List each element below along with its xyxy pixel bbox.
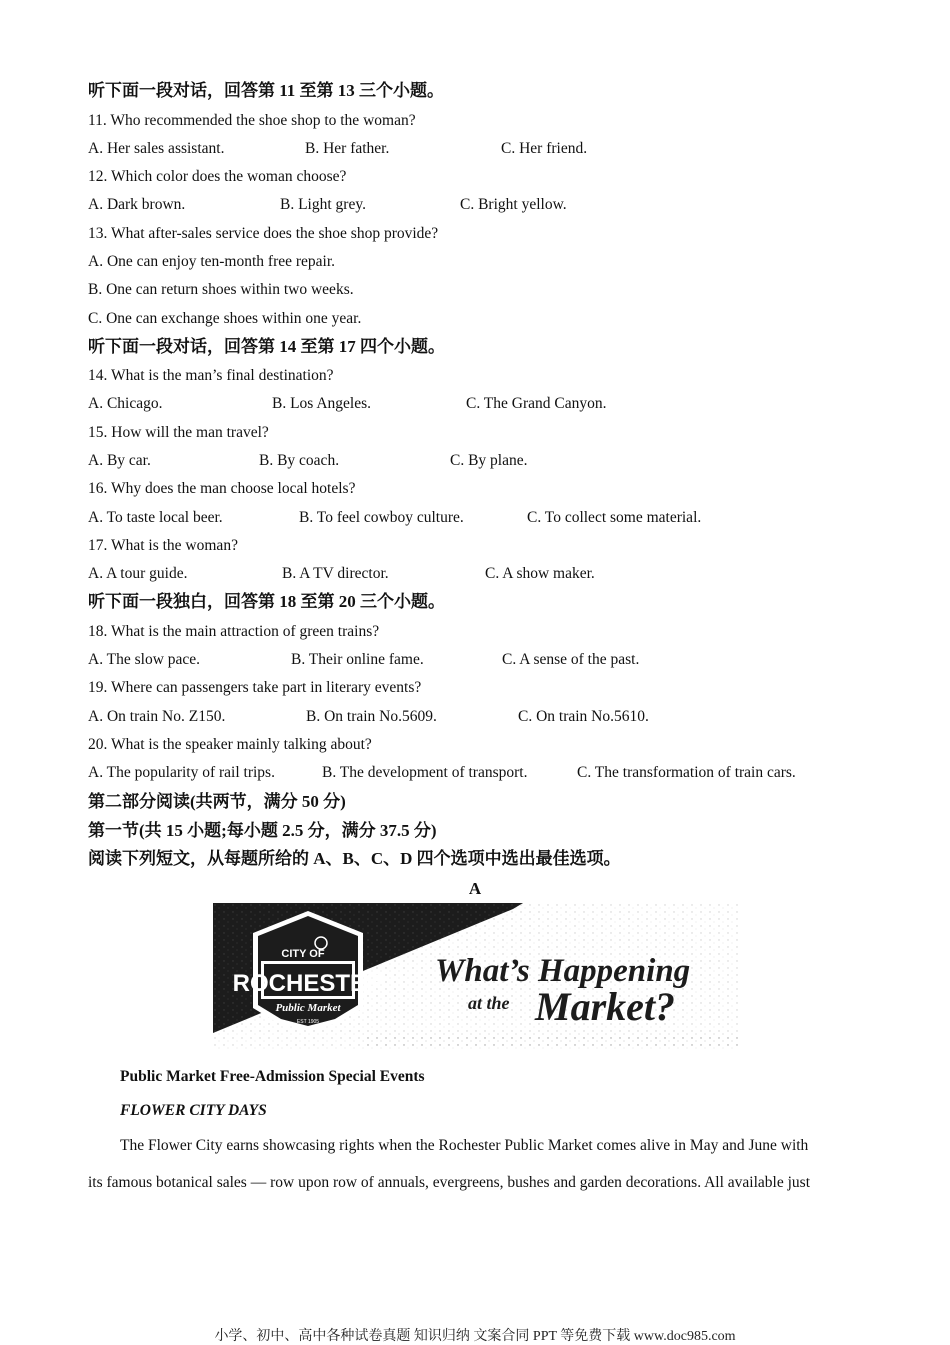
question-20: 20. What is the speaker mainly talking about? (88, 736, 372, 753)
market-banner-image (213, 903, 740, 1049)
option-c: C. Her friend. (501, 140, 588, 157)
option-a: A. Chicago. (88, 395, 163, 412)
section-heading-14-17: 听下面一段对话，回答第 14 至第 17 四个小题。 (88, 337, 445, 356)
question-11: 11. Who recommended the shoe shop to the woman? (88, 112, 416, 129)
question-15: 15. How will the man travel? (88, 424, 269, 441)
option-a: A. The popularity of rail trips. (88, 764, 275, 781)
passage-subtitle: FLOWER CITY DAYS (120, 1102, 267, 1119)
section-one-heading: 第一节(共 15 小题;每小题 2.5 分，满分 37.5 分) (88, 821, 437, 840)
logo-sub-text: Public Market (275, 1002, 341, 1014)
option-c: C. The Grand Canyon. (466, 395, 607, 412)
question-18: 18. What is the main attraction of green trains? (88, 623, 380, 640)
option-a: A. On train No. Z150. (88, 708, 226, 725)
option-13-a: A. One can enjoy ten-month free repair. (88, 253, 336, 270)
question-17: 17. What is the woman? (88, 537, 238, 554)
logo-est-text: EST 1905 (296, 1019, 320, 1025)
passage-label: A (468, 879, 482, 898)
option-c: C. A sense of the past. (502, 651, 640, 668)
option-b: B. Los Angeles. (272, 395, 372, 412)
question-16: 16. Why does the man choose local hotels? (88, 480, 356, 497)
reading-instruction: 阅读下列短文，从每题所给的 A、B、C、D 四个选项中选出最佳选项。 (88, 849, 621, 868)
option-a: A. The slow pace. (88, 651, 201, 668)
option-a: A. Dark brown. (88, 196, 186, 213)
page-footer: 小学、初中、高中各种试卷真题 知识归纳 文案合同 PPT 等免费下载 www.doc985.com (214, 1329, 736, 1344)
option-b: B. To feel cowboy culture. (299, 509, 464, 526)
option-b: B. Their online fame. (291, 651, 424, 668)
option-a: A. A tour guide. (88, 565, 188, 582)
option-13-b: B. One can return shoes within two weeks. (88, 281, 354, 298)
option-c: C. By plane. (450, 452, 528, 469)
option-c: C. The transformation of train cars. (577, 764, 796, 781)
question-14: 14. What is the man’s final destination? (88, 367, 334, 384)
question-13: 13. What after-sales service does the shoe shop provide? (88, 225, 439, 242)
section-heading-18-20: 听下面一段独白，回答第 18 至第 20 三个小题。 (88, 592, 445, 611)
logo-top-text: CITY OF (281, 948, 325, 960)
section-heading-11-13: 听下面一段对话，回答第 11 至第 13 三个小题。 (88, 81, 445, 100)
option-b: B. Her father. (305, 140, 390, 157)
option-c: C. A show maker. (485, 565, 595, 582)
option-b: B. A TV director. (282, 565, 389, 582)
tagline-line1: What’s Happening (435, 953, 691, 989)
option-a: A. By car. (88, 452, 151, 469)
logo-main-text: ROCHESTER (232, 970, 384, 997)
passage-title: Public Market Free-Admission Special Events (120, 1068, 425, 1085)
option-c: C. On train No.5610. (518, 708, 649, 725)
option-b: B. Light grey. (280, 196, 366, 213)
passage-paragraph-line-1: The Flower City earns showcasing rights when the Rochester Public Market comes alive in May and June with (120, 1137, 809, 1154)
tagline-at-the: at the (468, 993, 510, 1013)
tagline-market: Market? (535, 984, 675, 1029)
question-12: 12. Which color does the woman choose? (88, 168, 347, 185)
option-b: B. By coach. (259, 452, 340, 469)
option-b: B. On train No.5609. (306, 708, 437, 725)
option-c: C. Bright yellow. (460, 196, 567, 213)
option-b: B. The development of transport. (322, 764, 528, 781)
question-19: 19. Where can passengers take part in literary events? (88, 679, 422, 696)
option-a: A. To taste local beer. (88, 509, 223, 526)
option-13-c: C. One can exchange shoes within one year. (88, 310, 362, 327)
passage-paragraph-line-2: its famous botanical sales — row upon row of annuals, evergreens, bushes and garden decorations. All available just (88, 1174, 810, 1191)
option-a: A. Her sales assistant. (88, 140, 225, 157)
option-c: C. To collect some material. (527, 509, 702, 526)
part-two-heading: 第二部分阅读(共两节，满分 50 分) (88, 792, 346, 811)
